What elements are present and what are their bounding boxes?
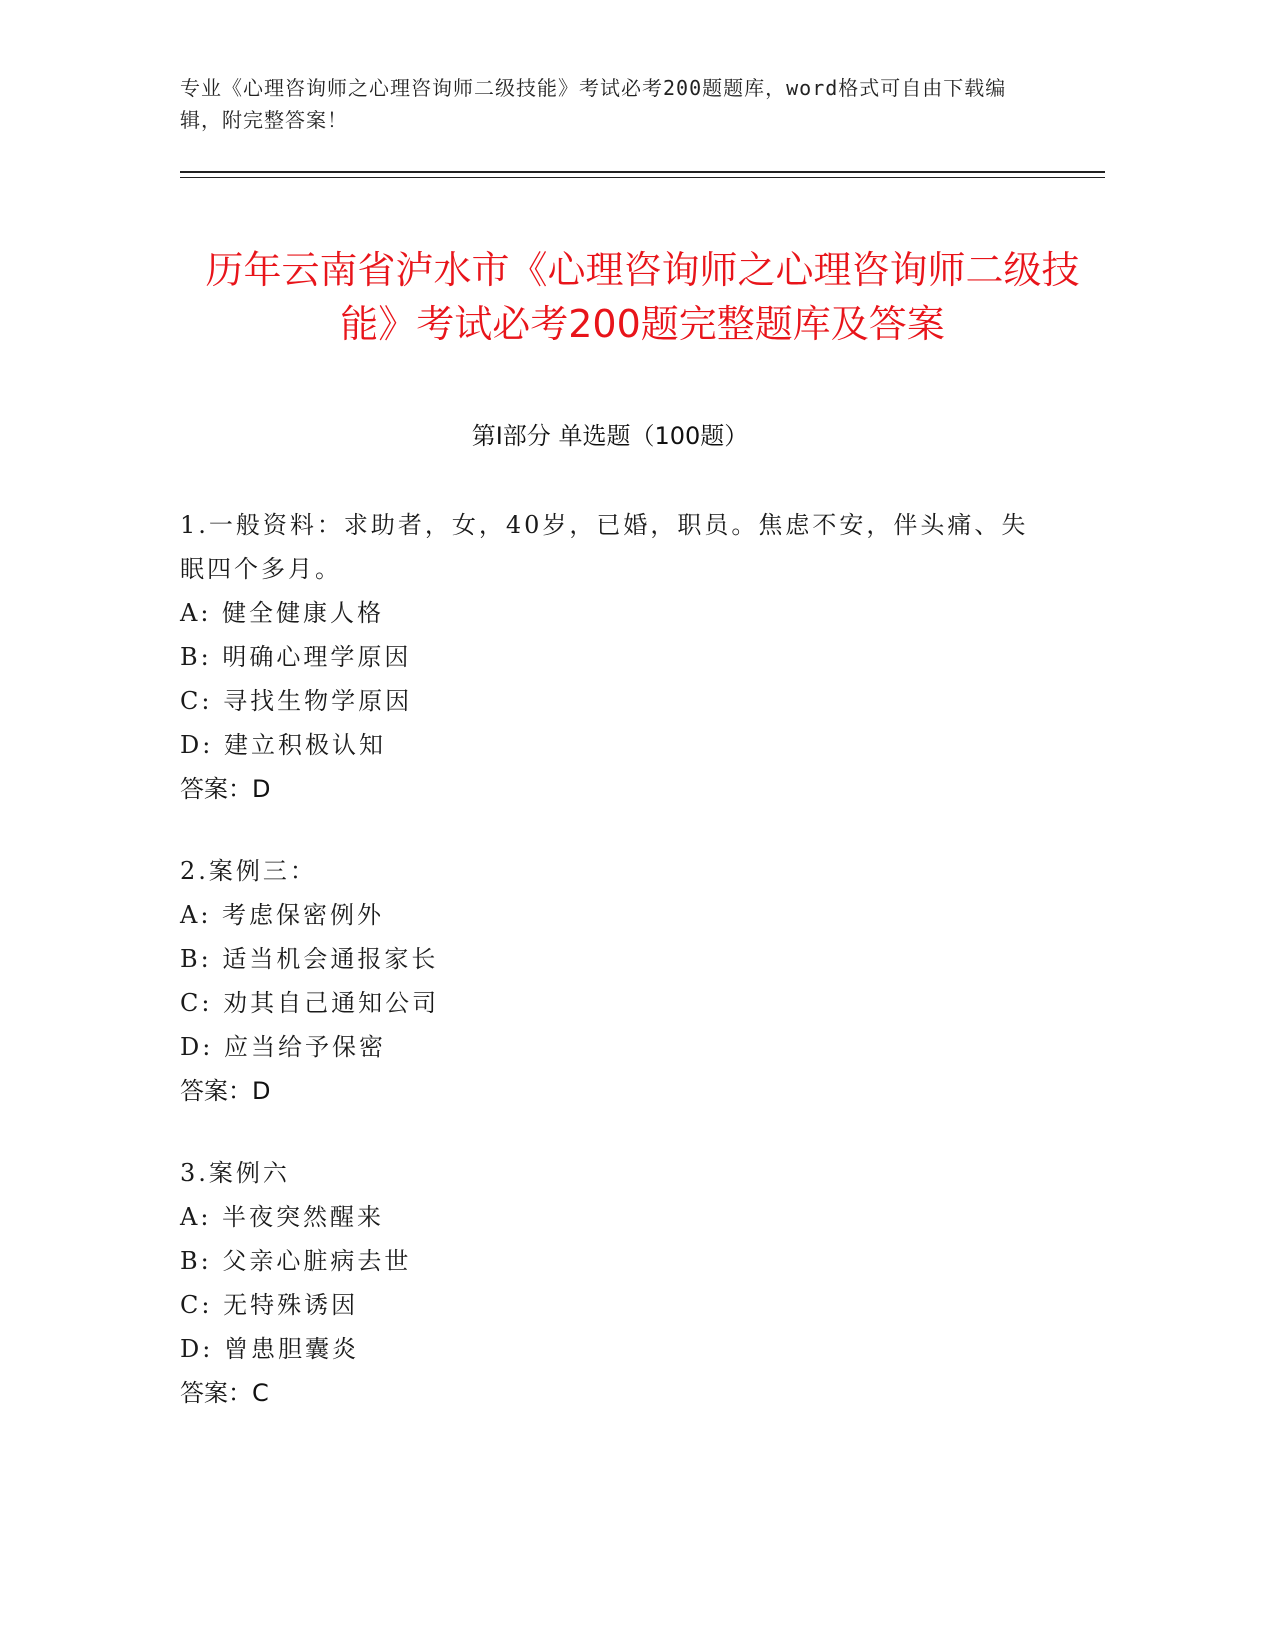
answer: 答案：C bbox=[180, 1379, 269, 1407]
option-c: C: 寻找生物学原因 bbox=[180, 687, 413, 715]
question-2 bbox=[180, 849, 1040, 1113]
option-b: B: 父亲心脏病去世 bbox=[180, 1247, 412, 1275]
option-d: D: 应当给予保密 bbox=[180, 1033, 386, 1061]
option-c: C: 无特殊诱因 bbox=[180, 1291, 359, 1319]
option-c: C: 劝其自己通知公司 bbox=[180, 989, 440, 1017]
question-3 bbox=[180, 1151, 1040, 1415]
question-stem: 1.一般资料：求助者，女，40岁，已婚，职员。焦虑不安，伴头痛、失眠四个多月。 bbox=[180, 511, 1029, 583]
option-a: A: 健全健康人格 bbox=[180, 599, 385, 627]
option-a: A: 考虑保密例外 bbox=[180, 901, 385, 929]
question-stem: 3.案例六 bbox=[180, 1159, 290, 1187]
option-a: A: 半夜突然醒来 bbox=[180, 1203, 385, 1231]
answer: 答案：D bbox=[180, 1077, 271, 1105]
option-d: D: 曾患胆囊炎 bbox=[180, 1335, 359, 1363]
answer: 答案：D bbox=[180, 775, 271, 803]
document-title: 历年云南省泸水市《心理咨询师之心理咨询师二级技能》考试必考200题完整题库及答案 bbox=[205, 248, 1080, 347]
question-list bbox=[180, 503, 1040, 1453]
header-note: 专业《心理咨询师之心理咨询师二级技能》考试必考200题题库，word格式可自由下载编辑，附完整答案！ bbox=[180, 76, 1007, 132]
option-b: B: 明确心理学原因 bbox=[180, 643, 412, 671]
section-title: 第I部分 单选题（100题） bbox=[471, 422, 749, 450]
header-divider-thin bbox=[180, 177, 1105, 178]
option-b: B: 适当机会通报家长 bbox=[180, 945, 439, 973]
question-1 bbox=[180, 503, 1040, 811]
header-divider-thick bbox=[180, 171, 1105, 173]
question-stem: 2.案例三： bbox=[180, 857, 317, 885]
option-d: D: 建立积极认知 bbox=[180, 731, 386, 759]
